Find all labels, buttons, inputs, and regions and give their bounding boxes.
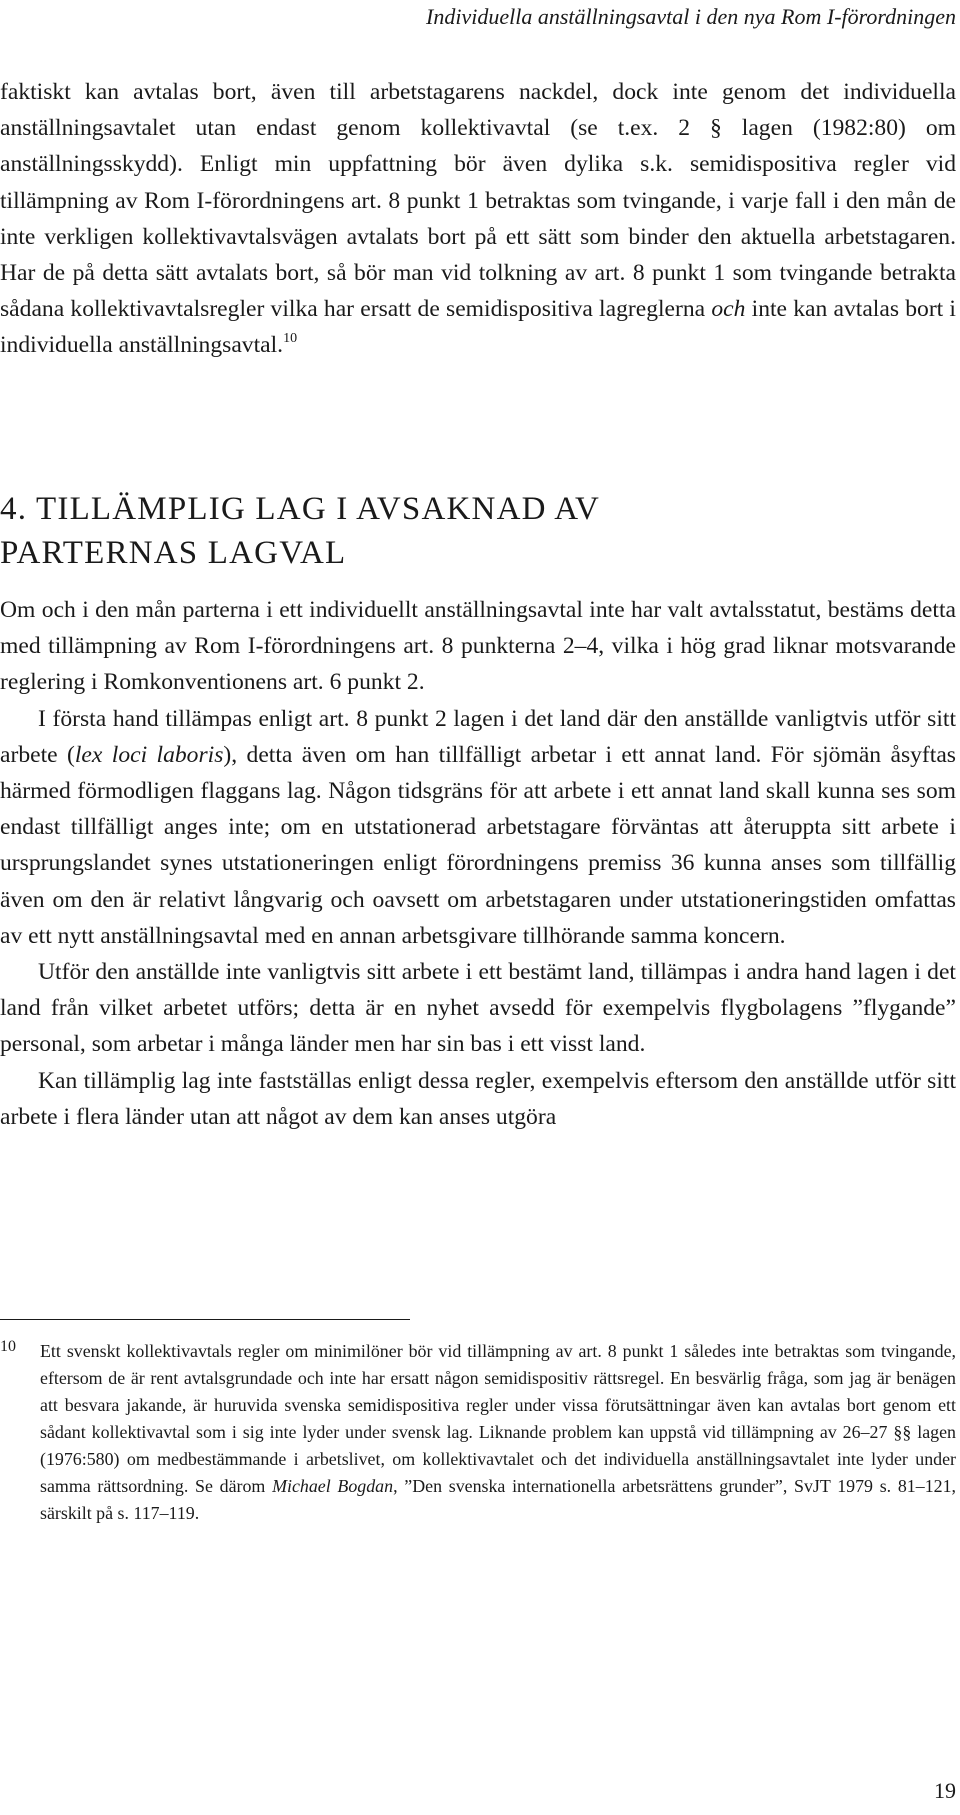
body-text-after-heading (0, 592, 956, 1135)
page-number: 19 (934, 1778, 956, 1803)
paragraph-text: ), detta även om han tillfälligt arbetar i ett annat land. För sjömän åsyftas härmed förmodligen flaggans lag. Någon tidsgräns för att arbete i ett annat land skall kunna ses som endast tillfälligt anges inte; om en utstationerad arbetstagare förväntas att återuppta sitt arbete i ursprungslandet synes utstationeringen enligt förordningens premiss 36 kunna anses som tillfällig även om den är relativt långvarig och oavsett om arbetstagaren under utstationeringstiden omfattas av ett nytt anställningsavtal med en annan arbetsgivare tillhörande samma koncern. (0, 741, 956, 949)
cited-author: Michael Bogdan (272, 1476, 394, 1496)
section-title-line-1: TILLÄMPLIG LAG I AVSAKNAD AV (36, 491, 601, 527)
section-number: 4. (0, 491, 28, 527)
running-header: Individuella anställningsavtal i den nya Rom I-förordningen (426, 4, 956, 29)
footnote-reference[interactable]: 10 (283, 331, 298, 347)
section-heading (0, 487, 600, 575)
paragraph-text: faktiskt kan avtalas bort, även till arbetstagarens nackdel, dock inte genom det individuella anställningsavtalet utan endast genom kollektivavtal (se t.ex. 2 § lagen (1982:80) om anställningsskydd). Enligt min uppfattning bör även dylika s.k. semidispositiva regler vid tillämpning av Rom I-förordningens art. 8 punkt 1 betraktas som tvingande, i varje fall i den mån de inte verkligen kollektivavtalsvägen avtalats bort på ett sätt som binder den aktuella arbetstagaren. Har de på detta sätt avtalats bort, så bör man vid tolkning av art. 8 punkt 1 som tvingande betrakta sådana kollektivavtalsregler vilka har ersatt de semidispositiva lagreglerna (0, 79, 956, 323)
footnote-number: 10 (0, 1338, 16, 1355)
paragraph: Om och i den mån parterna i ett individuellt anställningsavtal inte har valt avtalsstatut, bestäms detta med tillämpning av Rom I-förordningens art. 8 punkterna 2–4, vilka i hög grad liknar motsvarande reglering i Romkonventionens art. 6 punkt 2. (0, 597, 956, 696)
section-title-line-2: PARTERNAS LAGVAL (0, 535, 347, 571)
paragraph: Kan tillämplig lag inte fastställas enligt dessa regler, exempelvis eftersom den anställde utför sitt arbete i flera länder utan att något av dem kan anses utgöra (0, 1067, 956, 1130)
footnote-text-part: Ett svenskt kollektivavtals regler om minimilöner bör vid tillämpning av art. 8 punkt 1 således inte betraktas som tvingande, eftersom de är rent avtalsgrundade och inte har ersatt någon semidispositiv rättsregel. En besvärlig fråga, som jag är benägen att besvara jakande, är huruvida svenska semidispositiva regler under vissa förutsättningar även kan avtalas bort genom ett sådant kollektivavtal som i sig inte lyder under svensk lag. Liknande problem kan uppstå vid tillämpning av 26–27 §§ lagen (1976:580) om medbestämmande i arbetslivet, om kollektivavtalet och det individuella anställningsavtalet inte lyder under samma rättsordning. Se därom (40, 1341, 956, 1496)
emphasis-text: och (711, 296, 746, 323)
paragraph-text: I första hand tillämpas enligt art. 8 punkt 2 lagen i det land där den anställde vanligtvis utför sitt arbete ( (0, 705, 956, 768)
paragraph-text: inte kan avtalas bort i individuella anställningsavtal. (0, 296, 956, 359)
footnote (0, 1338, 956, 1527)
footnote-text (40, 1338, 956, 1527)
emphasis-text: lex loci laboris (74, 741, 224, 768)
footnote-divider (0, 1319, 410, 1320)
paragraph: Utför den anställde inte vanligtvis sitt arbete i ett bestämt land, tillämpas i andra hand lagen i det land från vilket arbetet utförs; detta är en nyhet avsedd för exempelvis flygbolagens ”flygande” personal, som arbetar i många länder men har sin bas i ett visst land. (0, 959, 956, 1058)
paragraph (0, 701, 956, 954)
footnote-text-part: , ”Den svenska internationella arbetsrättens grunder”, SvJT 1979 s. 81–121, särskilt på s. 117–119. (40, 1476, 956, 1523)
paragraph-continued (0, 74, 956, 364)
body-text-before-heading (0, 74, 956, 364)
